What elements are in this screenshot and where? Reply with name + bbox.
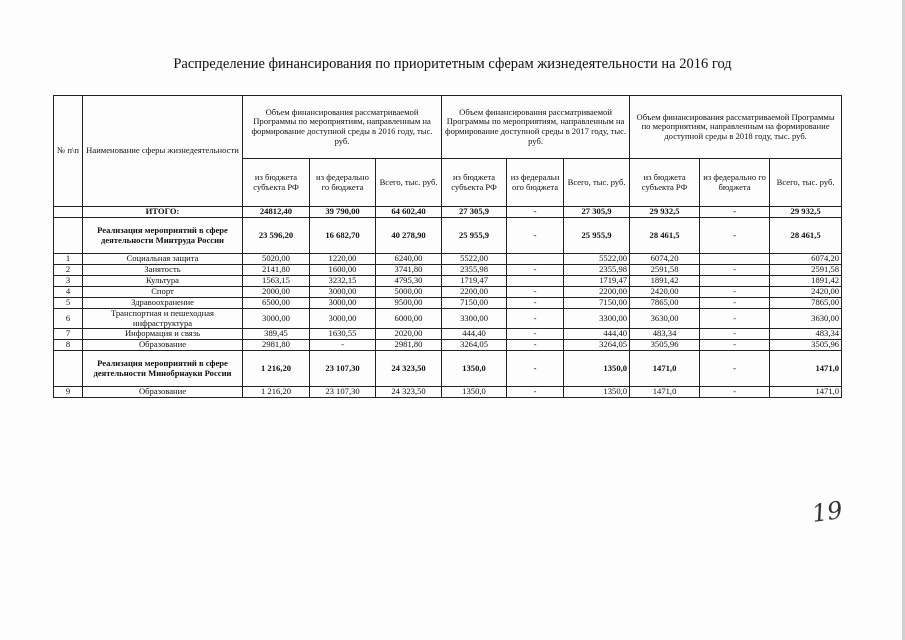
table-row: [54, 218, 842, 254]
value-cell: 483,34: [770, 329, 842, 340]
value-cell: 3505,96: [770, 340, 842, 351]
value-cell: 483,34: [630, 329, 700, 340]
value-cell: 29 932,5: [770, 207, 842, 218]
value-cell: 6074,20: [770, 254, 842, 265]
header-2018: Объем финансирования рассматриваемой Программы по мероприятиям, направленным на формирование доступной среды в 2018 году, тыс. руб.: [630, 96, 842, 159]
value-cell: 3000,00: [243, 309, 310, 329]
value-cell: 7865,00: [770, 298, 842, 309]
value-cell: 23 107,30: [310, 387, 376, 398]
value-cell: 3264,05: [442, 340, 507, 351]
header-no: № п\п: [54, 96, 83, 207]
value-cell: 1600,00: [310, 265, 376, 276]
value-cell: 23 596,20: [243, 218, 310, 254]
value-cell: 1630,55: [310, 329, 376, 340]
row-number: [54, 218, 83, 254]
value-cell: 6074,20: [630, 254, 700, 265]
value-cell: 6240,00: [376, 254, 442, 265]
row-number: 4: [54, 287, 83, 298]
subheader-2017-total: Всего, тыс. руб.: [564, 159, 630, 207]
row-sphere-name: Здравоохранение: [83, 298, 243, 309]
value-cell: 27 305,9: [564, 207, 630, 218]
table-row: [54, 207, 842, 218]
value-cell: -: [507, 218, 564, 254]
table-body: [54, 207, 842, 398]
value-cell: 64 602,40: [376, 207, 442, 218]
row-number: 6: [54, 309, 83, 329]
value-cell: -: [700, 218, 770, 254]
handwritten-page-number: 19: [810, 496, 845, 528]
header-2016: Объем финансирования рассматриваемой Программы по мероприятиям, направленным на формирование доступной среды в 2016 году, тыс. руб.: [243, 96, 442, 159]
subheader-2017-federal: из федеральн ого бюджета: [507, 159, 564, 207]
value-cell: 1471,0: [630, 351, 700, 387]
value-cell: 1471,0: [770, 387, 842, 398]
value-cell: -: [507, 287, 564, 298]
value-cell: -: [507, 265, 564, 276]
subheader-2016-federal: из федерально го бюджета: [310, 159, 376, 207]
value-cell: 2981,80: [243, 340, 310, 351]
table-row: [54, 276, 842, 287]
table-row: [54, 298, 842, 309]
table-row: [54, 351, 842, 387]
value-cell: 29 932,5: [630, 207, 700, 218]
financing-table: [53, 95, 842, 398]
value-cell: -: [700, 329, 770, 340]
value-cell: 1719,47: [564, 276, 630, 287]
subheader-2018-federal: из федерально го бюджета: [700, 159, 770, 207]
value-cell: 2420,00: [770, 287, 842, 298]
row-number: 3: [54, 276, 83, 287]
value-cell: 7150,00: [442, 298, 507, 309]
value-cell: 3000,00: [310, 287, 376, 298]
value-cell: 444,40: [564, 329, 630, 340]
value-cell: 444,40: [442, 329, 507, 340]
value-cell: 389,45: [243, 329, 310, 340]
value-cell: 2591,58: [770, 265, 842, 276]
row-number: 7: [54, 329, 83, 340]
value-cell: -: [507, 351, 564, 387]
value-cell: 2981,80: [376, 340, 442, 351]
value-cell: 1563,15: [243, 276, 310, 287]
header-2017: Объем финансирования рассматриваемой Программы по мероприятиям, направленным на формирование доступной среды в 2017 году, тыс. руб.: [442, 96, 630, 159]
value-cell: 3232,15: [310, 276, 376, 287]
value-cell: 2591,58: [630, 265, 700, 276]
value-cell: -: [700, 287, 770, 298]
value-cell: -: [700, 351, 770, 387]
row-sphere-name: Реализация мероприятий в сфере деятельности Минобрнауки России: [83, 351, 243, 387]
value-cell: -: [700, 340, 770, 351]
value-cell: 3300,00: [564, 309, 630, 329]
value-cell: 2000,00: [243, 287, 310, 298]
value-cell: -: [700, 298, 770, 309]
value-cell: 25 955,9: [442, 218, 507, 254]
value-cell: -: [507, 340, 564, 351]
row-sphere-name: Образование: [83, 387, 243, 398]
value-cell: 40 278,90: [376, 218, 442, 254]
value-cell: 3505,96: [630, 340, 700, 351]
value-cell: 23 107,30: [310, 351, 376, 387]
value-cell: 2020,00: [376, 329, 442, 340]
value-cell: 3630,00: [770, 309, 842, 329]
table-row: [54, 340, 842, 351]
value-cell: 7865,00: [630, 298, 700, 309]
row-number: 2: [54, 265, 83, 276]
row-number: 9: [54, 387, 83, 398]
value-cell: 2420,00: [630, 287, 700, 298]
value-cell: 1471,0: [770, 351, 842, 387]
value-cell: 6500,00: [243, 298, 310, 309]
value-cell: -: [700, 387, 770, 398]
row-sphere-name: Реализация мероприятий в сфере деятельности Минтруда России: [83, 218, 243, 254]
value-cell: 9500,00: [376, 298, 442, 309]
value-cell: 5522,00: [442, 254, 507, 265]
value-cell: 28 461,5: [630, 218, 700, 254]
value-cell: 2200,00: [564, 287, 630, 298]
row-sphere-name: Образование: [83, 340, 243, 351]
table-row: [54, 329, 842, 340]
value-cell: 1350,0: [564, 387, 630, 398]
table-row: [54, 387, 842, 398]
row-sphere-name: Информация и связь: [83, 329, 243, 340]
value-cell: [507, 254, 564, 265]
row-number: [54, 207, 83, 218]
value-cell: 5020,00: [243, 254, 310, 265]
value-cell: -: [507, 329, 564, 340]
value-cell: -: [700, 309, 770, 329]
value-cell: 3300,00: [442, 309, 507, 329]
value-cell: 2200,00: [442, 287, 507, 298]
row-number: 8: [54, 340, 83, 351]
value-cell: 1891,42: [770, 276, 842, 287]
subheader-2018-regional: из бюджета субъекта РФ: [630, 159, 700, 207]
value-cell: 28 461,5: [770, 218, 842, 254]
value-cell: 3000,00: [310, 309, 376, 329]
value-cell: 1 216,20: [243, 387, 310, 398]
value-cell: 25 955,9: [564, 218, 630, 254]
subheader-2016-total: Всего, тыс. руб.: [376, 159, 442, 207]
table-row: [54, 265, 842, 276]
value-cell: 6000,00: [376, 309, 442, 329]
value-cell: 1471,0: [630, 387, 700, 398]
value-cell: [700, 276, 770, 287]
value-cell: 4795,30: [376, 276, 442, 287]
value-cell: 3741,80: [376, 265, 442, 276]
value-cell: 2141,80: [243, 265, 310, 276]
value-cell: 5000,00: [376, 287, 442, 298]
value-cell: 7150,00: [564, 298, 630, 309]
row-number: 5: [54, 298, 83, 309]
page-title: Распределение финансирования по приоритетным сферам жизнедеятельности на 2016 год: [173, 56, 732, 72]
subheader-2017-regional: из бюджета субъекта РФ: [442, 159, 507, 207]
value-cell: 24 323,50: [376, 387, 442, 398]
header-sphere: Наименование сферы жизнедеятельности: [83, 96, 243, 207]
table-row: [54, 287, 842, 298]
value-cell: 3264,05: [564, 340, 630, 351]
value-cell: 3000,00: [310, 298, 376, 309]
row-number: 1: [54, 254, 83, 265]
value-cell: 2355,98: [442, 265, 507, 276]
value-cell: 1891,42: [630, 276, 700, 287]
value-cell: [507, 276, 564, 287]
value-cell: [700, 254, 770, 265]
value-cell: 1350,0: [442, 387, 507, 398]
value-cell: 5522,00: [564, 254, 630, 265]
value-cell: 27 305,9: [442, 207, 507, 218]
value-cell: -: [700, 265, 770, 276]
value-cell: 1220,00: [310, 254, 376, 265]
row-sphere-name: Спорт: [83, 287, 243, 298]
value-cell: 16 682,70: [310, 218, 376, 254]
row-sphere-name: Транспортная и пешеходная инфраструктура: [83, 309, 243, 329]
row-sphere-name: Социальная защита: [83, 254, 243, 265]
value-cell: -: [507, 309, 564, 329]
value-cell: 39 790,00: [310, 207, 376, 218]
value-cell: -: [700, 207, 770, 218]
value-cell: -: [507, 207, 564, 218]
value-cell: 24812,40: [243, 207, 310, 218]
row-sphere-name: Культура: [83, 276, 243, 287]
table-row: [54, 309, 842, 329]
value-cell: 1 216,20: [243, 351, 310, 387]
row-number: [54, 351, 83, 387]
value-cell: 3630,00: [630, 309, 700, 329]
row-sphere-name: ИТОГО:: [83, 207, 243, 218]
value-cell: 2355,98: [564, 265, 630, 276]
value-cell: -: [507, 387, 564, 398]
value-cell: 1719,47: [442, 276, 507, 287]
value-cell: -: [507, 298, 564, 309]
value-cell: -: [310, 340, 376, 351]
subheader-2016-regional: из бюджета субъекта РФ: [243, 159, 310, 207]
row-sphere-name: Занятость: [83, 265, 243, 276]
value-cell: 1350,0: [564, 351, 630, 387]
value-cell: 24 323,50: [376, 351, 442, 387]
table-row: [54, 254, 842, 265]
value-cell: 1350,0: [442, 351, 507, 387]
subheader-2018-total: Всего, тыс. руб.: [770, 159, 842, 207]
